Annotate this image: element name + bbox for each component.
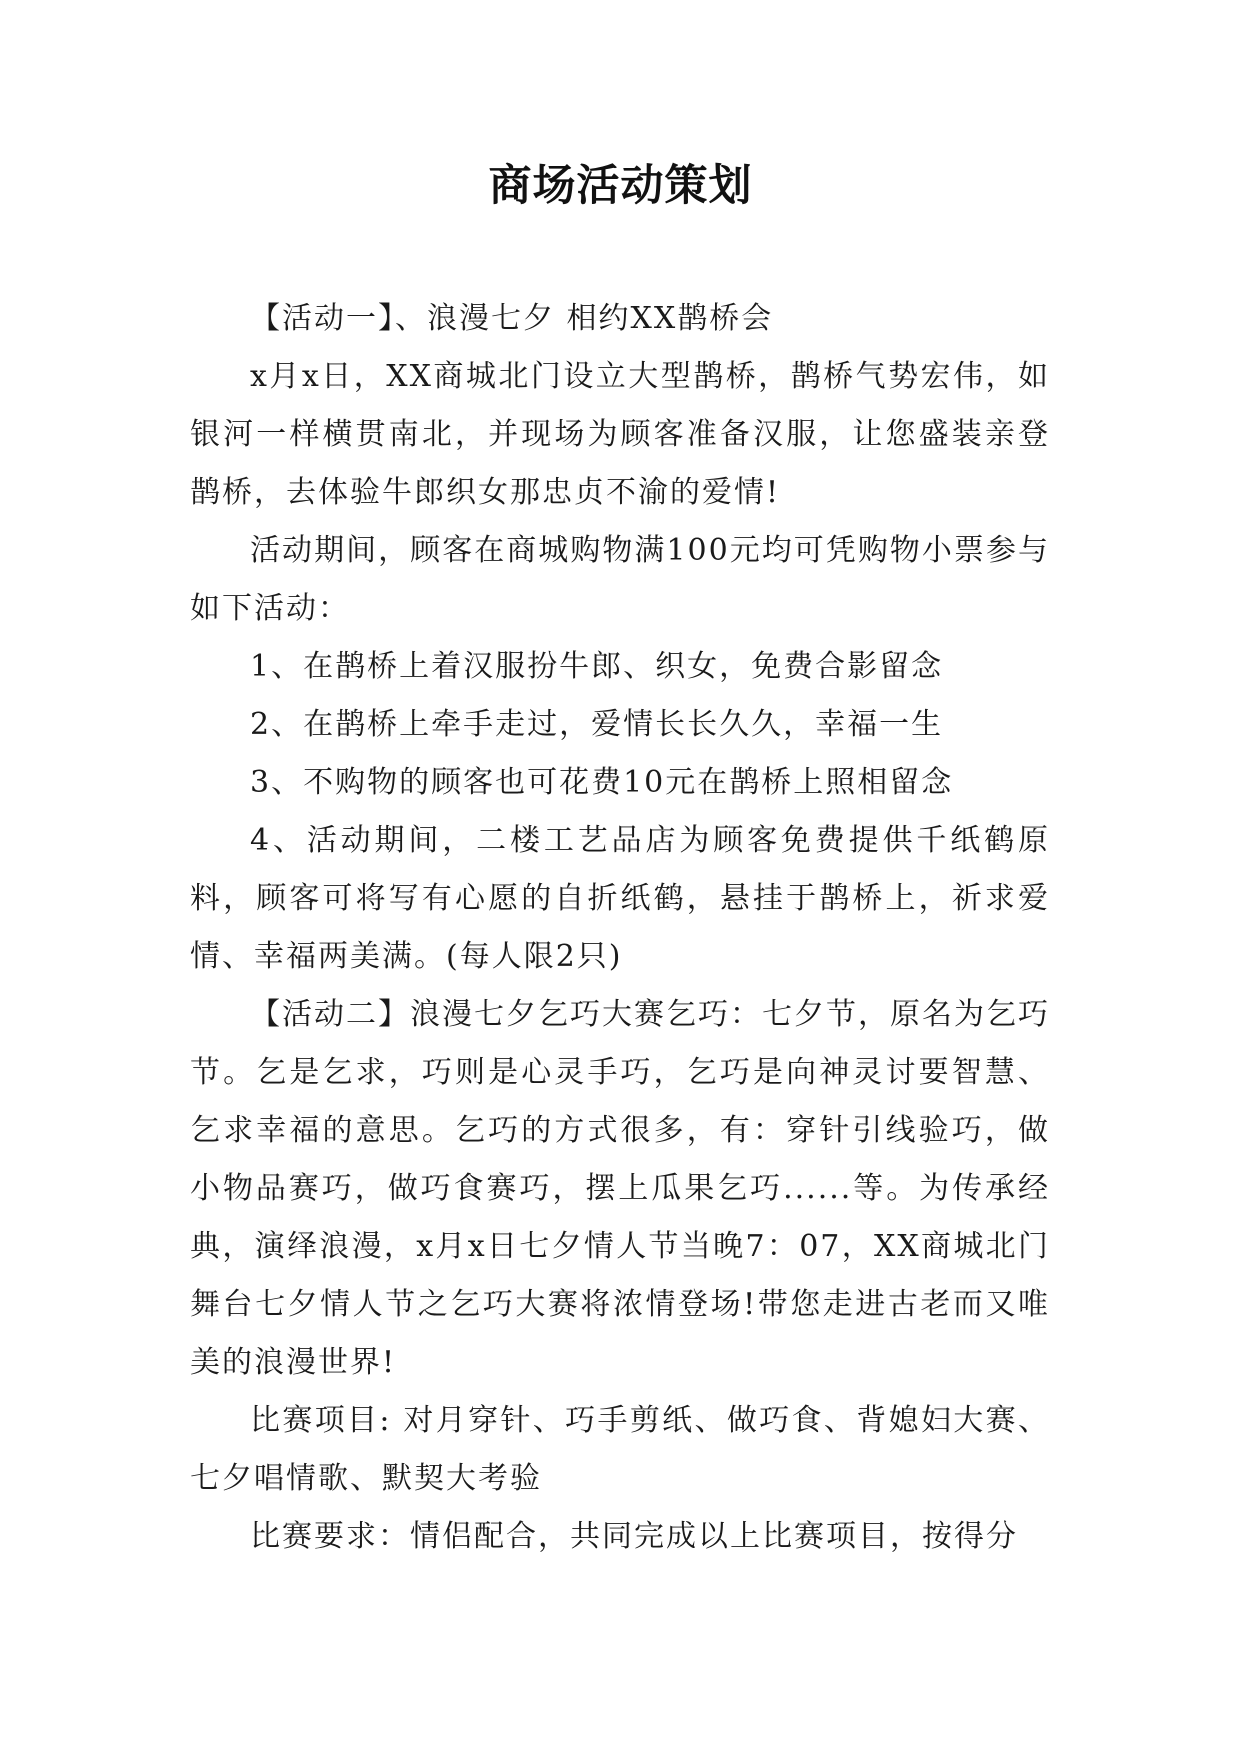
paragraph-competition-items: 比赛项目: 对月穿针、巧手剪纸、做巧食、背媳妇大赛、七夕唱情歌、默契大考验 [190, 1403, 1050, 1496]
paragraph-competition-rules: 比赛要求：情侣配合，共同完成以上比赛项目，按得分 [250, 1519, 1018, 1554]
paragraph-item-1: 1、在鹊桥上着汉服扮牛郎、织女，免费合影留念 [250, 649, 944, 684]
paragraph-item-2: 2、在鹊桥上牵手走过，爱情长长久久，幸福一生 [250, 707, 944, 742]
paragraph-item-3: 3、不购物的顾客也可花费10元在鹊桥上照相留念 [250, 765, 954, 800]
document-title: 商场活动策划 [488, 161, 753, 211]
paragraph-activity-one-heading: 【活动一】、浪漫七夕 相约XX鹊桥会 [250, 301, 774, 336]
paragraph-item-4: 4、活动期间，二楼工艺品店为顾客免费提供千纸鹤原料，顾客可将写有心愿的自折纸鹤，悬挂于鹊桥上，祈求爱情、幸福两美满。(每人限2只) [190, 823, 1050, 974]
paragraph-activity-period: 活动期间，顾客在商城购物满100元均可凭购物小票参与如下活动： [190, 533, 1050, 626]
paragraph-activity-two: 【活动二】浪漫七夕乞巧大赛乞巧：七夕节，原名为乞巧节。乞是乞求，巧则是心灵手巧，乞巧是向神灵讨要智慧、乞求幸福的意思。乞巧的方式很多，有：穿针引线验巧，做小物品赛巧，做巧食赛巧，摆上瓜果乞巧......等。为传承经典，演绎浪漫，x月x日七夕情人节当晚7：07，XX商城北门舞台七夕情人节之乞巧大赛将浓情登场!带您走进古老而又唯美的浪漫世界! [190, 997, 1050, 1380]
document-body [190, 290, 1050, 1566]
paragraph-bridge-intro: x月x日，XX商城北门设立大型鹊桥，鹊桥气势宏伟，如银河一样横贯南北，并现场为顾客准备汉服，让您盛装亲登鹊桥，去体验牛郎织女那忠贞不渝的爱情! [190, 359, 1050, 510]
